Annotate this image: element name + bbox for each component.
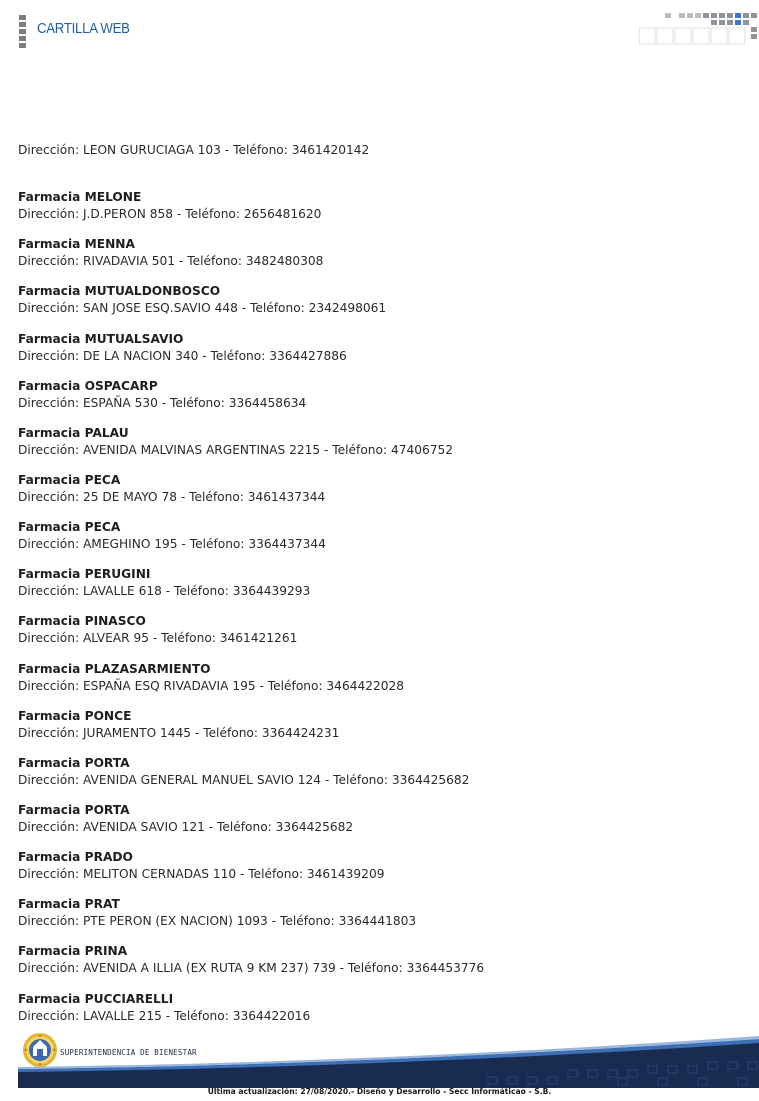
pharmacy-address: Dirección: 25 DE MAYO 78 - Teléfono: 3461437344: [18, 489, 326, 504]
pharmacy-name: Farmacia PALAU: [18, 425, 129, 440]
header-bars-icon: [19, 15, 26, 47]
pharmacy-address: Dirección: DE LA NACION 340 - Teléfono: 3364427886: [18, 348, 347, 363]
pharmacy-address: Dirección: RIVADAVIA 501 - Teléfono: 3482480308: [18, 254, 324, 269]
pharmacy-name: Farmacia OSPACARP: [18, 378, 158, 393]
list-item: [18, 849, 738, 896]
list-item: [18, 189, 738, 236]
list-item: [18, 142, 738, 189]
pharmacy-address: Dirección: ESPAÑA ESQ RIVADAVIA 195 - Teléfono: 3464422028: [18, 678, 404, 693]
header-squares-decoration: [637, 10, 759, 48]
organization-name: SUPERINTENDENCIA DE BIENESTAR: [60, 1048, 197, 1057]
pharmacy-name: Farmacia PRADO: [18, 850, 133, 865]
list-item: [18, 943, 738, 990]
page-header: [0, 0, 759, 60]
list-item: [18, 661, 738, 708]
page-footer: [18, 1030, 759, 1090]
list-item: [18, 283, 738, 330]
pharmacy-address: Dirección: AVENIDA MALVINAS ARGENTINAS 2215 - Teléfono: 47406752: [18, 442, 453, 457]
pharmacy-address: Dirección: SAN JOSE ESQ.SAVIO 448 - Teléfono: 2342498061: [18, 301, 387, 316]
footer-band-decoration: [18, 1030, 759, 1088]
pharmacy-name: Farmacia PORTA: [18, 802, 130, 817]
pharmacy-name: Farmacia PECA: [18, 472, 121, 487]
list-item: [18, 613, 738, 660]
pharmacy-name: Farmacia PRINA: [18, 944, 128, 959]
list-item: [18, 896, 738, 943]
pharmacy-name: Farmacia MUTUALSAVIO: [18, 331, 184, 346]
pharmacy-address: Dirección: ESPAÑA 530 - Teléfono: 3364458634: [18, 395, 307, 410]
pharmacy-list: [18, 142, 738, 1038]
pharmacy-name: Farmacia PUCCIARELLI: [18, 991, 174, 1006]
pharmacy-address: Dirección: LEON GURUCIAGA 103 - Teléfono: 3461420142: [18, 143, 370, 157]
pharmacy-address: Dirección: AVENIDA A ILLIA (EX RUTA 9 KM 237) 739 - Teléfono: 3364453776: [18, 961, 485, 976]
list-item: [18, 566, 738, 613]
pharmacy-address: Dirección: JURAMENTO 1445 - Teléfono: 3364424231: [18, 725, 340, 740]
pharmacy-name: Farmacia PORTA: [18, 755, 130, 770]
pharmacy-name: Farmacia PLAZASARMIENTO: [18, 661, 211, 676]
list-item: [18, 378, 738, 425]
list-item: [18, 802, 738, 849]
pharmacy-address: Dirección: LAVALLE 215 - Teléfono: 3364422016: [18, 1008, 311, 1023]
list-item: [18, 236, 738, 283]
pharmacy-address: Dirección: ALVEAR 95 - Teléfono: 3461421261: [18, 631, 298, 646]
pharmacy-name: Farmacia PERUGINI: [18, 567, 151, 582]
list-item: [18, 755, 738, 802]
header-title: CARTILLA WEB: [37, 20, 130, 37]
institution-seal-icon: [22, 1032, 58, 1068]
pharmacy-address: Dirección: AMEGHINO 195 - Teléfono: 3364437344: [18, 537, 326, 552]
pharmacy-address: Dirección: MELITON CERNADAS 110 - Teléfono: 3461439209: [18, 867, 385, 882]
list-item: [18, 708, 738, 755]
footer-update-note: Última actualización: 27/08/2020.- Diseño y Desarrollo - Secc Informáticao - S.B.: [207, 1087, 552, 1096]
pharmacy-name: Farmacia PINASCO: [18, 614, 146, 629]
list-item: [18, 472, 738, 519]
pharmacy-name: Farmacia PRAT: [18, 897, 120, 912]
pharmacy-name: Farmacia MELONE: [18, 190, 142, 205]
pharmacy-address: Dirección: PTE PERON (EX NACION) 1093 - Teléfono: 3364441803: [18, 914, 417, 929]
pharmacy-name: Farmacia MUTUALDONBOSCO: [18, 284, 221, 299]
pharmacy-name: Farmacia PECA: [18, 520, 121, 535]
pharmacy-name: Farmacia MENNA: [18, 237, 135, 252]
list-item: [18, 331, 738, 378]
pharmacy-address: Dirección: AVENIDA SAVIO 121 - Teléfono: 3364425682: [18, 819, 354, 834]
list-item: [18, 425, 738, 472]
list-item: [18, 519, 738, 566]
pharmacy-address: Dirección: J.D.PERON 858 - Teléfono: 2656481620: [18, 207, 322, 222]
pharmacy-name: Farmacia PONCE: [18, 708, 132, 723]
pharmacy-address: Dirección: AVENIDA GENERAL MANUEL SAVIO 124 - Teléfono: 3364425682: [18, 772, 470, 787]
pharmacy-address: Dirección: LAVALLE 618 - Teléfono: 3364439293: [18, 584, 311, 599]
